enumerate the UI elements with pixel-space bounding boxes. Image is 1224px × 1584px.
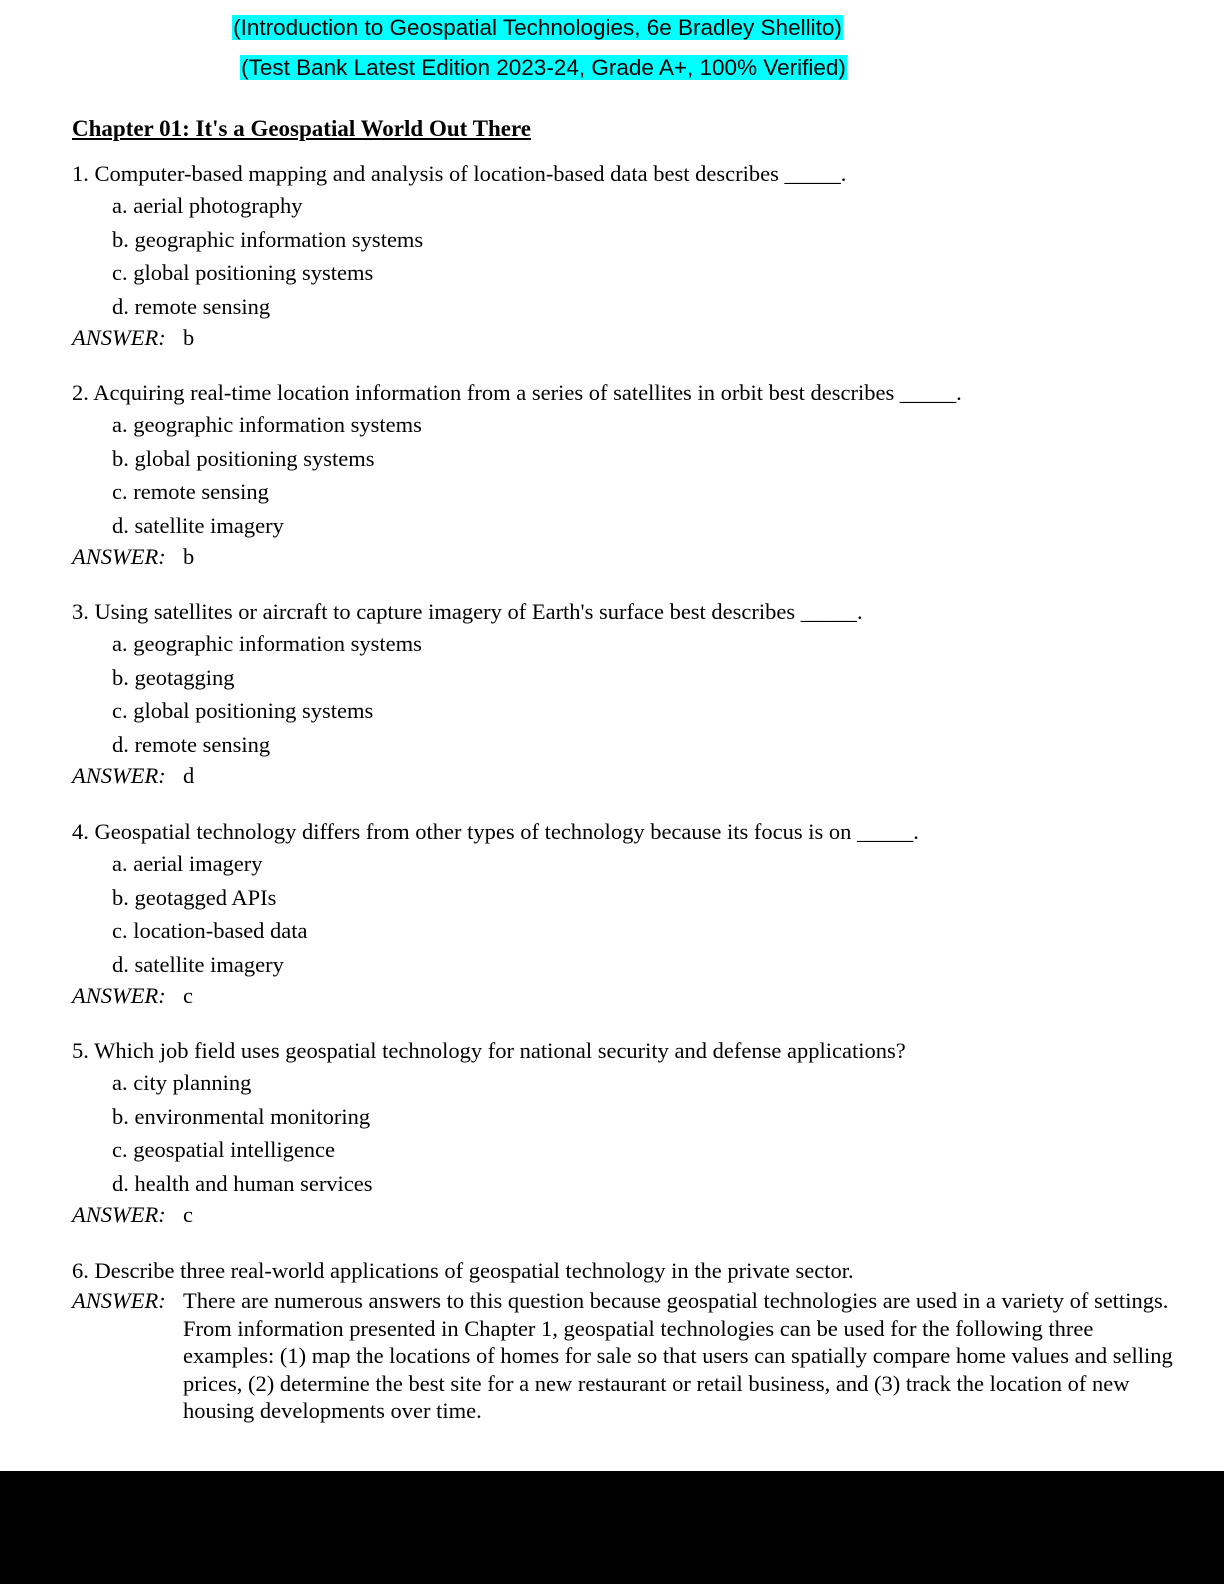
- question-stem: 5. Which job field uses geospatial technology for national security and defense applications?: [72, 1038, 906, 1063]
- question-stem: 4. Geospatial technology differs from other types of technology because its focus is on _____.: [72, 819, 919, 844]
- answer-label: ANSWER:: [72, 1202, 166, 1227]
- answer-value: d: [183, 763, 195, 788]
- header-line-2: [6, 54, 1081, 82]
- header-line-2-text: (Test Bank Latest Edition 2023-24, Grade A+, 100% Verified): [241, 55, 846, 80]
- answer-option: d. satellite imagery: [112, 512, 284, 538]
- answer-option: d. health and human services: [112, 1170, 373, 1196]
- answer-line: [72, 1286, 1182, 1425]
- answer-option: c. remote sensing: [112, 479, 269, 504]
- answer-option: a. aerial imagery: [112, 851, 263, 876]
- answer-option: c. location-based data: [112, 918, 308, 943]
- answer-option: c. global positioning systems: [112, 260, 374, 285]
- answer-line: [72, 761, 1182, 791]
- answer-option: a. city planning: [112, 1070, 252, 1095]
- answer-option: b. environmental monitoring: [112, 1103, 371, 1129]
- answer-option: d. remote sensing: [112, 731, 271, 757]
- answer-line: [72, 981, 1182, 1011]
- answer-option: a. geographic information systems: [112, 412, 422, 437]
- question-6: [72, 1256, 1182, 1425]
- question-1: [72, 159, 1182, 353]
- answer-option: b. geotagged APIs: [112, 884, 277, 910]
- answer-option: b. geographic information systems: [112, 226, 424, 252]
- question-stem: 3. Using satellites or aircraft to capture imagery of Earth's surface best describes _____.: [72, 599, 863, 624]
- answer-option: b. global positioning systems: [112, 445, 375, 471]
- answer-option: d. remote sensing: [112, 293, 271, 319]
- answer-option: c. global positioning systems: [112, 698, 374, 723]
- question-3: [72, 597, 1182, 791]
- answer-label: ANSWER:: [72, 983, 166, 1008]
- answer-value: c: [183, 983, 193, 1008]
- answer-label: ANSWER:: [72, 1288, 166, 1313]
- bottom-black-bar: [0, 1471, 1224, 1584]
- question-stem: 1. Computer-based mapping and analysis of location-based data best describes _____.: [72, 161, 847, 186]
- answer-label: ANSWER:: [72, 544, 166, 569]
- answer-value: c: [183, 1202, 193, 1227]
- question-4: [72, 817, 1182, 1011]
- question-5: [72, 1036, 1182, 1230]
- answer-value: b: [183, 325, 195, 350]
- header-line-1: [0, 14, 1075, 42]
- answer-value: There are numerous answers to this question because geospatial technologies are used in a variety of settings. From information presented in Chapter 1, geospatial technologies can be used for the following three examples: (1) map the locations of homes for sale so that users can spatially compare home values and selling prices, (2) determine the best site for a new restaurant or retail business, and (3) track the location of new housing developments over time.: [183, 1288, 1173, 1423]
- answer-value: b: [183, 544, 195, 569]
- answer-option: d. satellite imagery: [112, 951, 284, 977]
- question-2: [72, 378, 1182, 572]
- answer-option: b. geotagging: [112, 664, 235, 690]
- answer-option: c. geospatial intelligence: [112, 1137, 336, 1162]
- chapter-title: Chapter 01: It's a Geospatial World Out There: [72, 116, 531, 141]
- answer-label: ANSWER:: [72, 325, 166, 350]
- answer-line: [72, 1200, 1182, 1230]
- answer-option: a. aerial photography: [112, 193, 303, 218]
- answer-line: [72, 323, 1182, 353]
- question-stem: 2. Acquiring real-time location information from a series of satellites in orbit best describes _____.: [72, 380, 962, 405]
- header-line-1-text: (Introduction to Geospatial Technologies, 6e Bradley Shellito): [233, 15, 842, 40]
- answer-option: a. geographic information systems: [112, 631, 422, 656]
- answer-label: ANSWER:: [72, 763, 166, 788]
- answer-line: [72, 542, 1182, 572]
- question-stem: 6. Describe three real-world applications of geospatial technology in the private sector.: [72, 1258, 854, 1283]
